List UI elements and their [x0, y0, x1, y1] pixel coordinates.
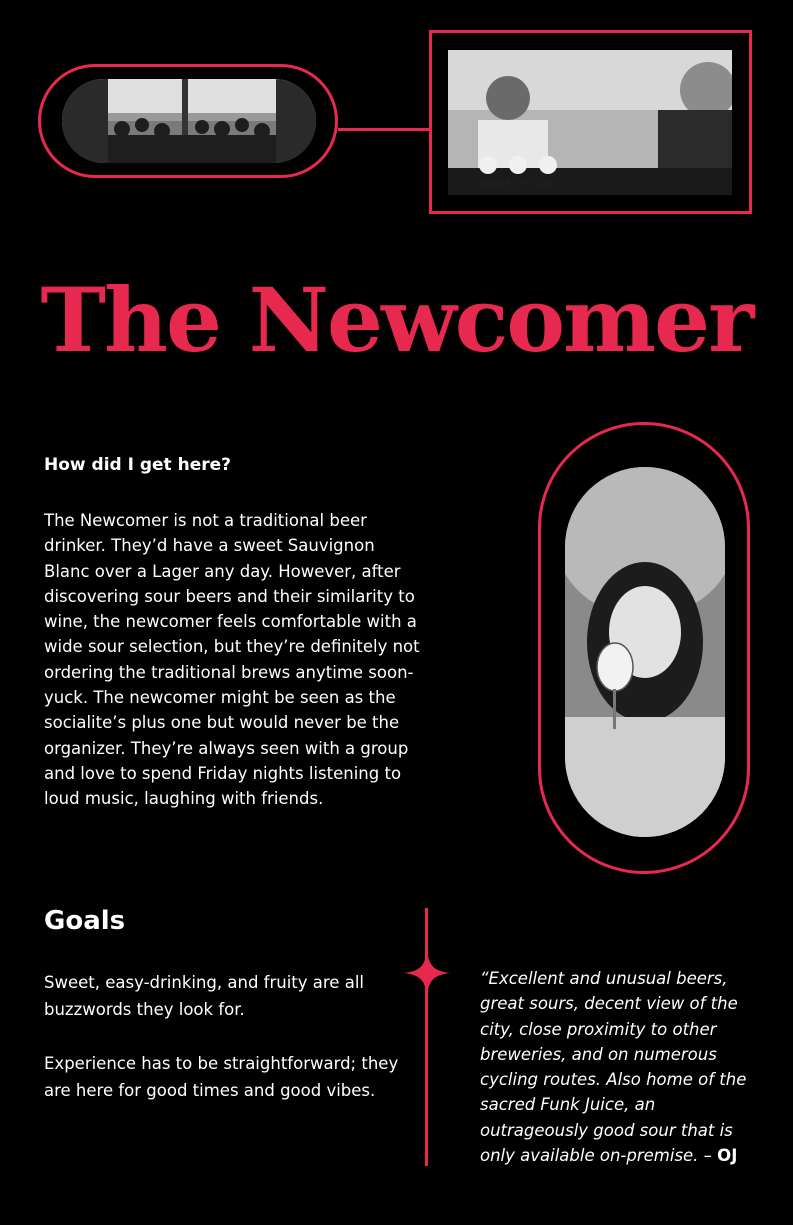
bar-sign-caption: HOUSE OF FUNK [478, 180, 557, 189]
intro-heading: How did I get here? [44, 455, 232, 475]
portrait-photo [565, 467, 725, 837]
goal-item: Experience has to be straightforward; they are here for good times and good vibes. [44, 1054, 399, 1100]
intro-paragraph: The Newcomer is not a traditional beer drinker. They’d have a sweet Sauvignon Blanc over a Lager any day. However, after discovering sour beers and their similarity to wine, the newcomer feels comfortable with a wide sour selection, but they’re definitely not ordering the traditional brews anytime soon- yuck. The newcomer might be seen as the socialite’s plus one but would never be the organizer. They’re always seen with a group and love to spend Friday nights listening to loud music, laughing with friends. [44, 511, 420, 809]
page-title: The Newcomer [40, 268, 753, 372]
photo-connector-line [338, 128, 430, 131]
goals-heading: Goals [44, 906, 126, 936]
quote-text: “Excellent and unusual beers, great sours, decent view of the city, close proximity to other breweries, and on numerous cycling routes. Also home of the sacred Funk Juice, an outrageously good sour that is only available on-premise. – [480, 969, 747, 1166]
quote-author: OJ [717, 1146, 738, 1166]
bar-patrons-photo [448, 50, 732, 195]
crowd-rooftop-photo [62, 79, 316, 163]
divider-line [425, 908, 428, 1166]
goal-item: Sweet, easy-drinking, and fruity are all buzzwords they look for. [44, 973, 364, 1019]
testimonial-quote [480, 966, 750, 1168]
sparkle-star-icon [404, 950, 450, 996]
